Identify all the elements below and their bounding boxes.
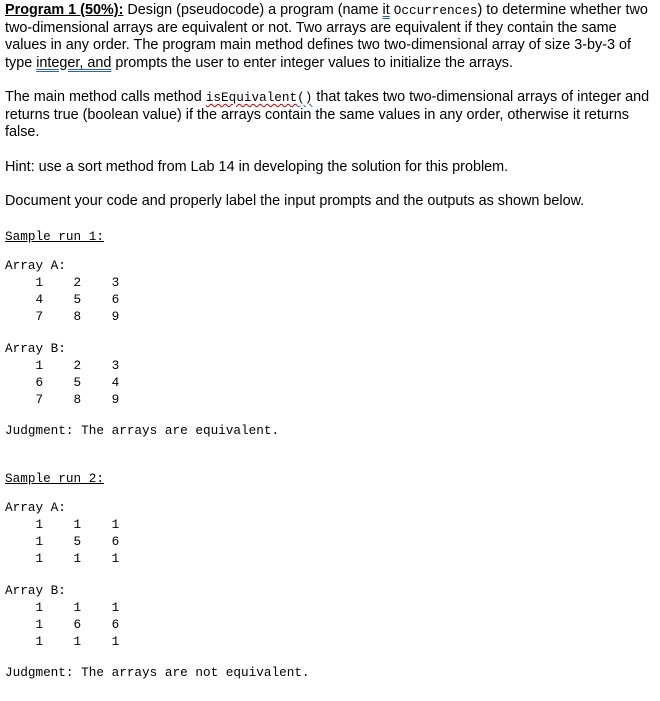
description-text-3: ) to determine whether two two-dimensional arrays are equivalent or not. Two arrays are equivalent if they contain the same values in any order. The program main method defines two two-dimensional array of size 3-by-3 of type [5, 2, 648, 71]
sample-run-2-label: Sample run 2: [5, 470, 104, 486]
array-a-label: Array A: [5, 499, 66, 515]
description-text-4: prompts the user to enter integer values to initialize the arrays. [111, 54, 513, 71]
method-parens: () [297, 90, 313, 105]
array-b-label: Array B: [5, 340, 66, 356]
array-a-row: 4 5 6 [5, 292, 120, 308]
array-b-label: Array B: [5, 582, 66, 598]
sample-run-1 [5, 228, 653, 440]
array-a-row: 1 1 1 [5, 516, 120, 532]
array-a-label: Array A: [5, 257, 66, 273]
judgment-output: Judgment: The arrays are not equivalent. [5, 665, 310, 681]
method-text-2: that takes two two-dimensional arrays of integer and returns true (boolean value) if the arrays contain the same values in any order, otherwise it returns false. [5, 89, 650, 140]
program-title: Program 1 (50%): [5, 2, 124, 18]
description-text-1: Design (pseudocode) a program (name [123, 2, 383, 18]
array-b-row: 1 1 1 [5, 634, 120, 650]
array-b-row: 1 1 1 [5, 599, 120, 615]
array-a-row: 1 1 1 [5, 551, 120, 567]
array-b-row: 6 5 4 [5, 374, 120, 390]
array-a-row: 7 8 9 [5, 309, 120, 325]
documentation-instruction: Document your code and properly label the input prompts and the outputs as shown below. [5, 193, 585, 209]
word-it: it [382, 2, 390, 18]
document-page [5, 2, 653, 682]
array-b-row: 1 2 3 [5, 357, 120, 373]
program-name: Occurrences [393, 3, 478, 18]
method-description [5, 89, 653, 142]
sample-run-1-label: Sample run 1: [5, 228, 104, 244]
sample-run-2 [5, 470, 653, 682]
array-a-row: 1 5 6 [5, 534, 120, 550]
method-text-1: The main method calls method [5, 89, 206, 105]
method-name: isEquivalent [205, 90, 298, 105]
judgment-output: Judgment: The arrays are equivalent. [5, 423, 280, 439]
integer-and-text: integer, and [36, 54, 112, 71]
array-b-row: 1 6 6 [5, 616, 120, 632]
hint-text: Hint: use a sort method from Lab 14 in developing the solution for this problem. [5, 158, 509, 175]
program-description [5, 2, 653, 72]
array-a-row: 1 2 3 [5, 274, 120, 290]
array-b-row: 7 8 9 [5, 392, 120, 408]
